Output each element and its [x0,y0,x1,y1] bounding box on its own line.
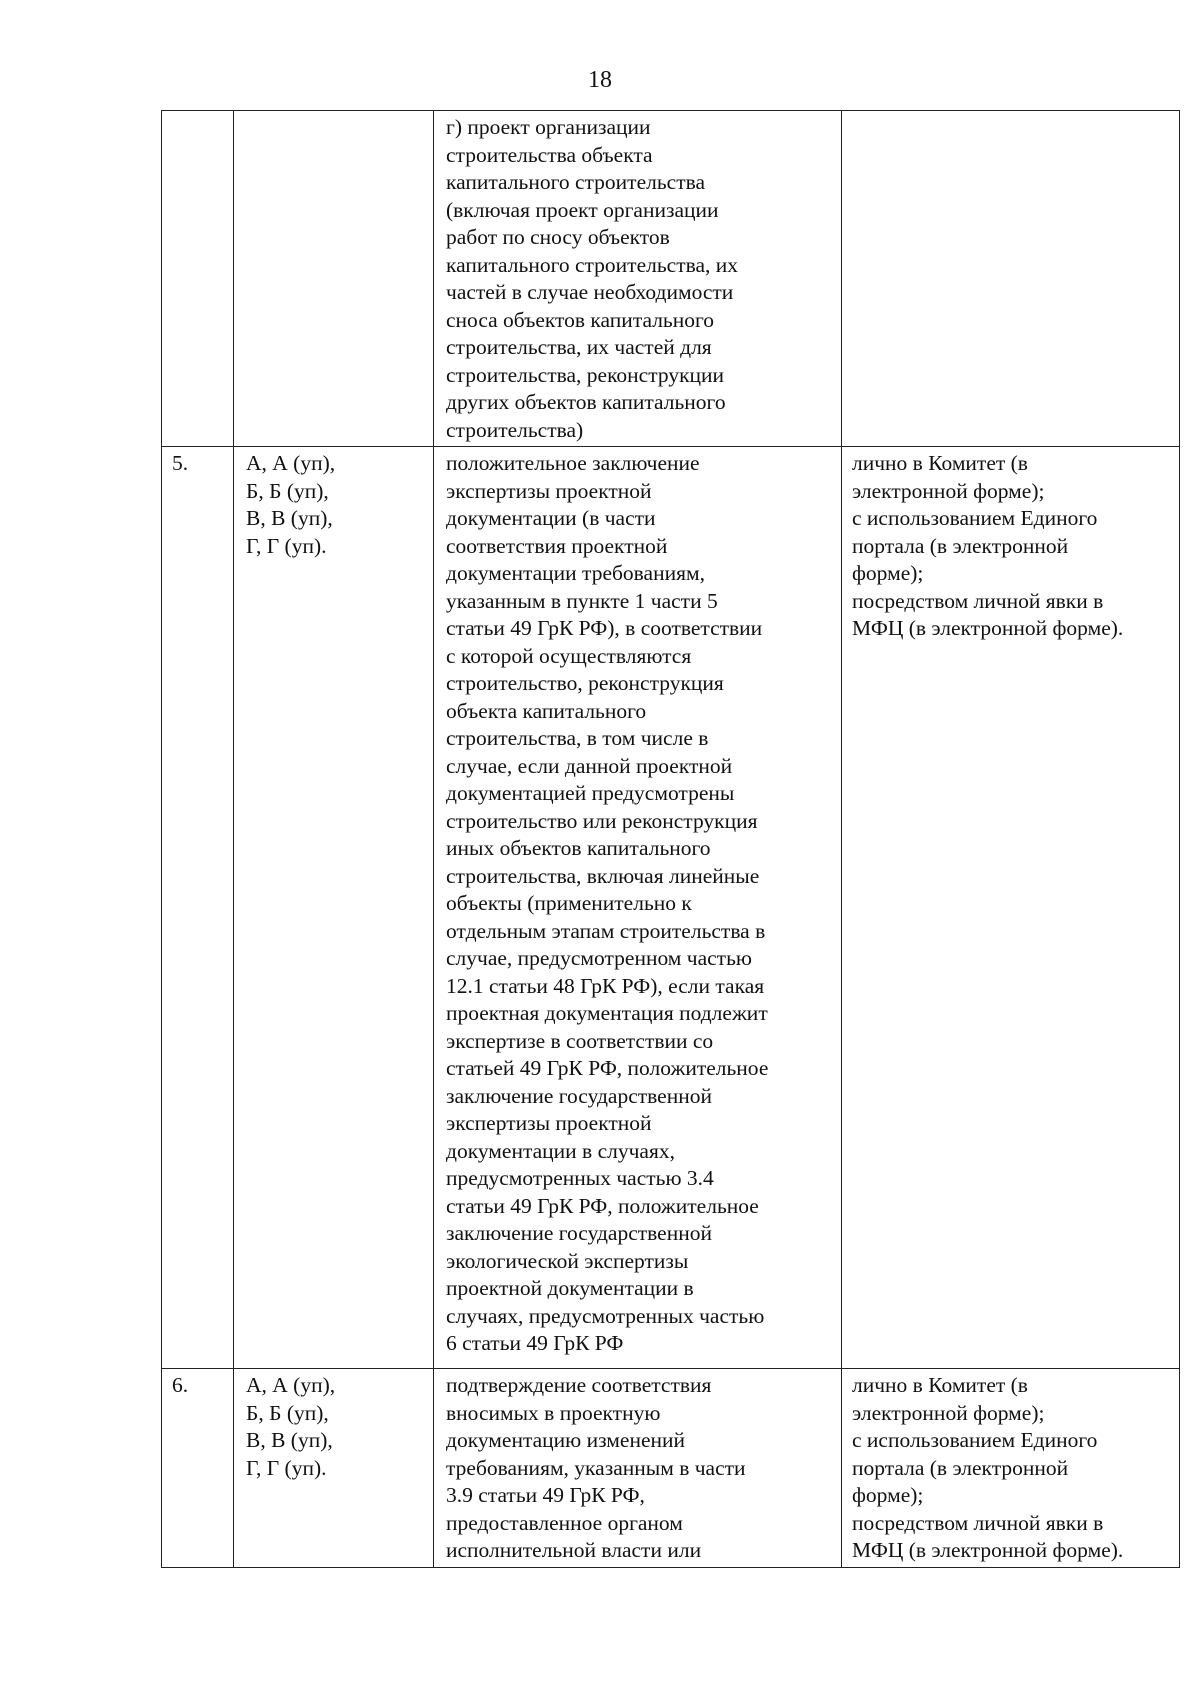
row-number-cell [162,111,234,447]
document-cell: подтверждение соответствия вносимых в проектную документацию изменений требованиям, указанным в части 3.9 статьи 49 ГрК РФ, предоставленное органом исполнительной власти или [434,1369,842,1568]
categories-cell [234,111,434,447]
row-number-cell: 6. [162,1369,234,1568]
submission-method-cell [842,111,1180,447]
table-row [162,111,1180,447]
document-cell: положительное заключение экспертизы проектной документации (в части соответствия проектной документации требованиям, указанным в пункте 1 части 5 статьи 49 ГрК РФ), в соответствии с которой осуществляются строительство, реконструкция объекта капитального строительства, в том числе в случае, если данной проектной документацией предусмотрены строительство или реконструкция иных объектов капитального строительства, включая линейные объекты (применительно к отдельным этапам строительства в случае, предусмотренном частью 12.1 статьи 48 ГрК РФ), если такая проектная документация подлежит экспертизе в соответствии со статьей 49 ГрК РФ, положительное заключение государственной экспертизы проектной документации в случаях, предусмотренных частью 3.4 статьи 49 ГрК РФ, положительное заключение государственной экологической экспертизы проектной документации в случаях, предусмотренных частью 6 статьи 49 ГрК РФ [434,447,842,1369]
row-number-cell: 5. [162,447,234,1369]
categories-cell: А, А (уп), Б, Б (уп), В, В (уп), Г, Г (уп). [234,447,434,1369]
document-cell: г) проект организации строительства объекта капитального строительства (включая проект организации работ по сносу объектов капитального строительства, их частей в случае необходимости сноса объектов капитального строительства, их частей для строительства, реконструкции других объектов капитального строительства) [434,111,842,447]
categories-cell: А, А (уп), Б, Б (уп), В, В (уп), Г, Г (уп). [234,1369,434,1568]
submission-method-cell: лично в Комитет (в электронной форме); с использованием Единого портала (в электронной форме); посредством личной явки в МФЦ (в электронной форме). [842,447,1180,1369]
page-number: 18 [588,67,612,93]
submission-method-cell: лично в Комитет (в электронной форме); с использованием Единого портала (в электронной форме); посредством личной явки в МФЦ (в электронной форме). [842,1369,1180,1568]
table-row [162,1369,1180,1568]
table-row [162,447,1180,1369]
documents-table [161,110,1180,1568]
